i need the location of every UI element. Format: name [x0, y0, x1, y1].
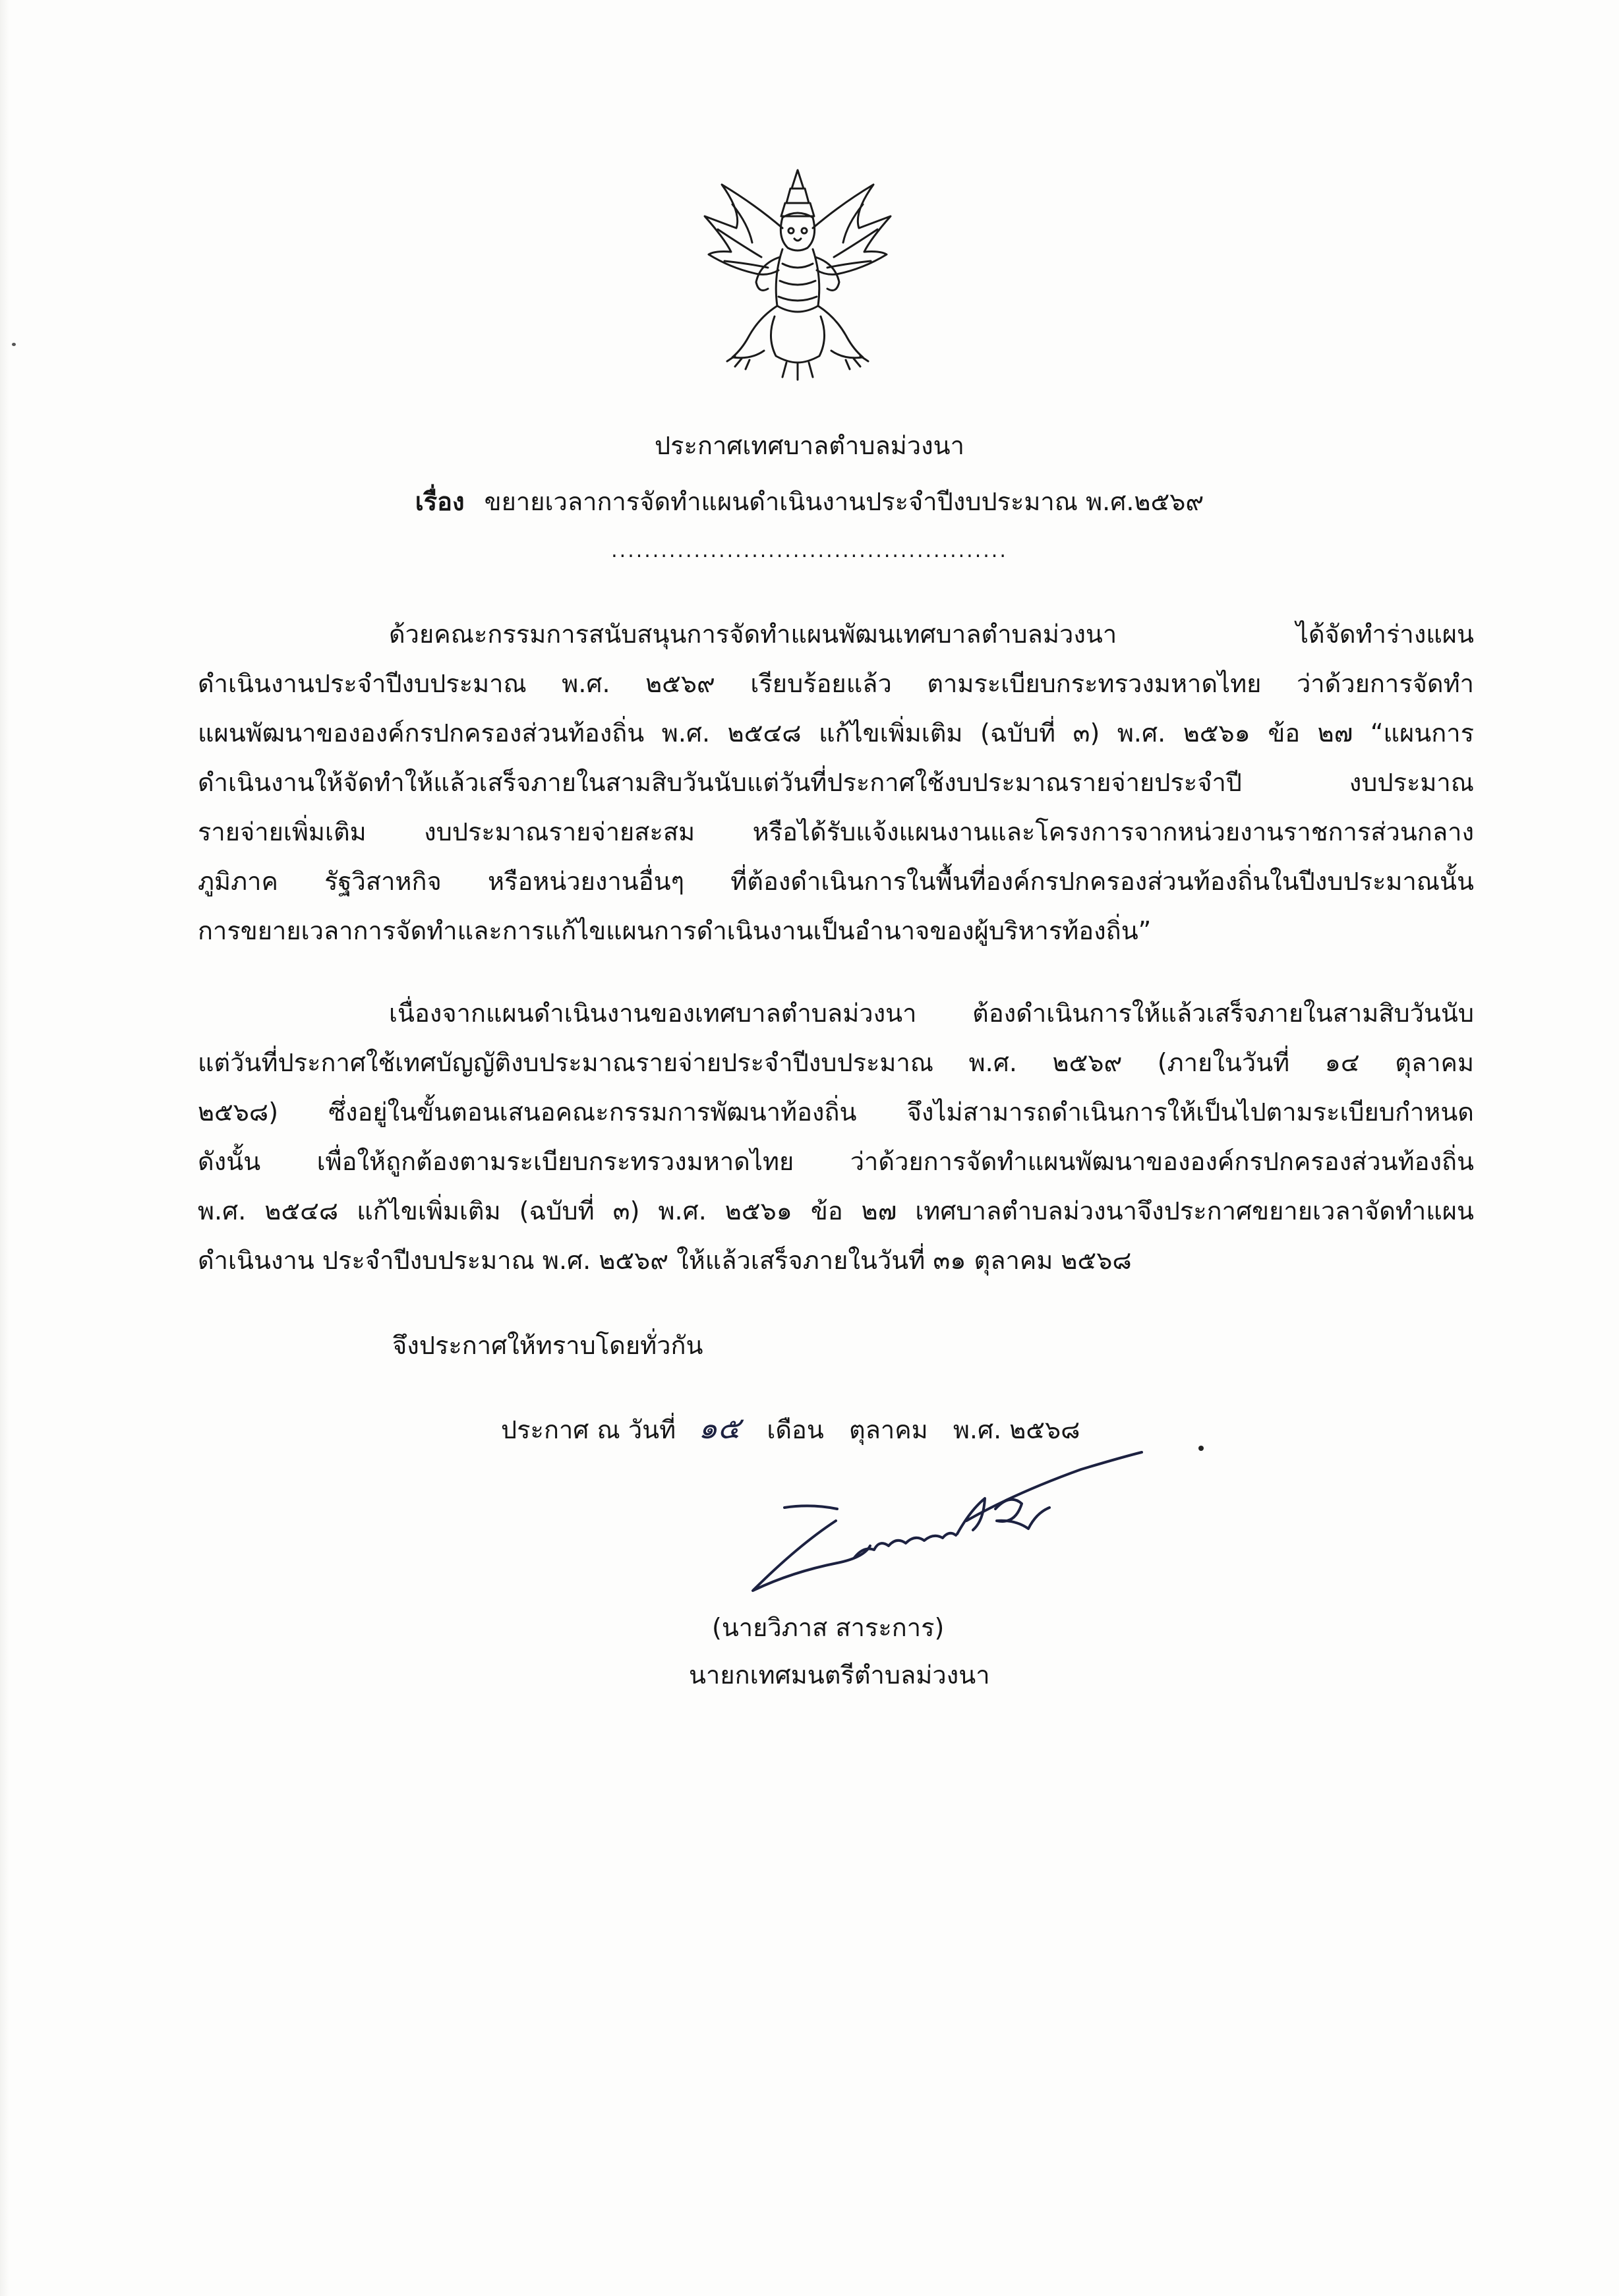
ink-dot — [1198, 1446, 1204, 1451]
paragraph-2-line: พ.ศ. ๒๕๔๘ แก้ไขเพิ่มเติม (ฉบับที่ ๓) พ.ศ. ๒๕๖๑ ข้อ ๒๗ เทศบาลตำบลม่วงนาจึงประกาศขยายเวลาจัดทำแผน — [198, 1196, 1474, 1225]
paragraph-1-line: ด้วยคณะกรรมการสนับสนุนการจัดทำแผนพัฒนเทศบาลตำบลม่วงนา ได้จัดทำร่างแผน — [389, 620, 1474, 649]
date-month: ตุลาคม — [848, 1415, 928, 1444]
date-line — [501, 1404, 1080, 1452]
paragraph-2-line: ดังนั้น เพื่อให้ถูกต้องตามระเบียบกระทรวงมหาดไทย ว่าด้วยการจัดทำแผนพัฒนาขององค์กรปกครองส่วนท้องถิ่น — [198, 1147, 1474, 1176]
paragraph-1-line: ดำเนินงานประจำปีงบประมาณ พ.ศ. ๒๕๖๙ เรียบร้อยแล้ว ตามระเบียบกระทรวงมหาดไทย ว่าด้วยการจัดทำ — [198, 669, 1474, 698]
paragraph-2-line: ดำเนินงาน ประจำปีงบประมาณ พ.ศ. ๒๕๖๙ ให้แล้วเสร็จภายในวันที่ ๓๑ ตุลาคม ๒๕๖๘ — [198, 1246, 1132, 1275]
scan-edge-left — [0, 0, 9, 2296]
date-month-label: เดือน — [767, 1415, 824, 1444]
paragraph-2 — [198, 989, 1474, 1285]
scan-speck — [12, 343, 16, 346]
document-header: ประกาศเทศบาลตำบลม่วงนา — [655, 431, 964, 460]
separator-dots: ................................................ — [611, 539, 1008, 562]
date-day-handwritten: ๑๕ — [698, 1410, 741, 1446]
paragraph-1-line: ภูมิภาค รัฐวิสาหกิจ หรือหน่วยงานอื่นๆ ที่ต้องดำเนินการในพื้นที่องค์กรปกครองส่วนท้องถิ่นในปีงบประมาณนั้น — [198, 867, 1474, 896]
garuda-emblem-icon — [695, 165, 900, 382]
signer-position: นายกเทศมนตรีตำบลม่วงนา — [689, 1661, 990, 1690]
signer-name: (นายวิภาส สาระการ) — [712, 1613, 945, 1642]
paragraph-1-line: การขยายเวลาการจัดทำและการแก้ไขแผนการดำเนินงานเป็นอำนาจของผู้บริหารท้องถิ่น” — [198, 916, 1152, 945]
date-prefix: ประกาศ ณ วันที่ — [501, 1415, 676, 1444]
document-subject — [0, 481, 1619, 521]
paragraph-1 — [198, 610, 1474, 956]
paragraph-1-line: รายจ่ายเพิ่มเติม งบประมาณรายจ่ายสะสม หรือได้รับแจ้งแผนงานและโครงการจากหน่วยงานราชการส่วนกลาง — [198, 817, 1474, 846]
subject-label: เรื่อง — [415, 487, 465, 516]
handwritten-signature-icon — [738, 1447, 1147, 1618]
paragraph-1-line: แผนพัฒนาขององค์กรปกครองส่วนท้องถิ่น พ.ศ. ๒๕๔๘ แก้ไขเพิ่มเติม (ฉบับที่ ๓) พ.ศ. ๒๕๖๑ ข้อ ๒๗ “แผนการ — [198, 719, 1474, 748]
announcement-line: จึงประกาศให้ทราบโดยทั่วกัน — [392, 1331, 703, 1360]
paragraph-2-line: แต่วันที่ประกาศใช้เทศบัญญัติงบประมาณรายจ่ายประจำปีงบประมาณ พ.ศ. ๒๕๖๙ (ภายในวันที่ ๑๔ ตุลาคม — [198, 1048, 1474, 1077]
subject-text: ขยายเวลาการจัดทำแผนดำเนินงานประจำปีงบประมาณ พ.ศ.๒๕๖๙ — [484, 487, 1204, 516]
date-year: พ.ศ. ๒๕๖๘ — [953, 1415, 1080, 1444]
paragraph-1-line: ดำเนินงานให้จัดทำให้แล้วเสร็จภายในสามสิบวันนับแต่วันที่ประกาศใช้งบประมาณรายจ่ายประจำปี งบประมาณ — [198, 768, 1474, 797]
paragraph-2-line: ๒๕๖๘) ซึ่งอยู่ในขั้นตอนเสนอคณะกรรมการพัฒนาท้องถิ่น จึงไม่สามารถดำเนินการให้เป็นไปตามระเบียบกำหนด — [198, 1098, 1474, 1127]
paragraph-2-line: เนื่องจากแผนดำเนินงานของเทศบาลตำบลม่วงนา ต้องดำเนินการให้แล้วเสร็จภายในสามสิบวันนับ — [389, 999, 1474, 1028]
